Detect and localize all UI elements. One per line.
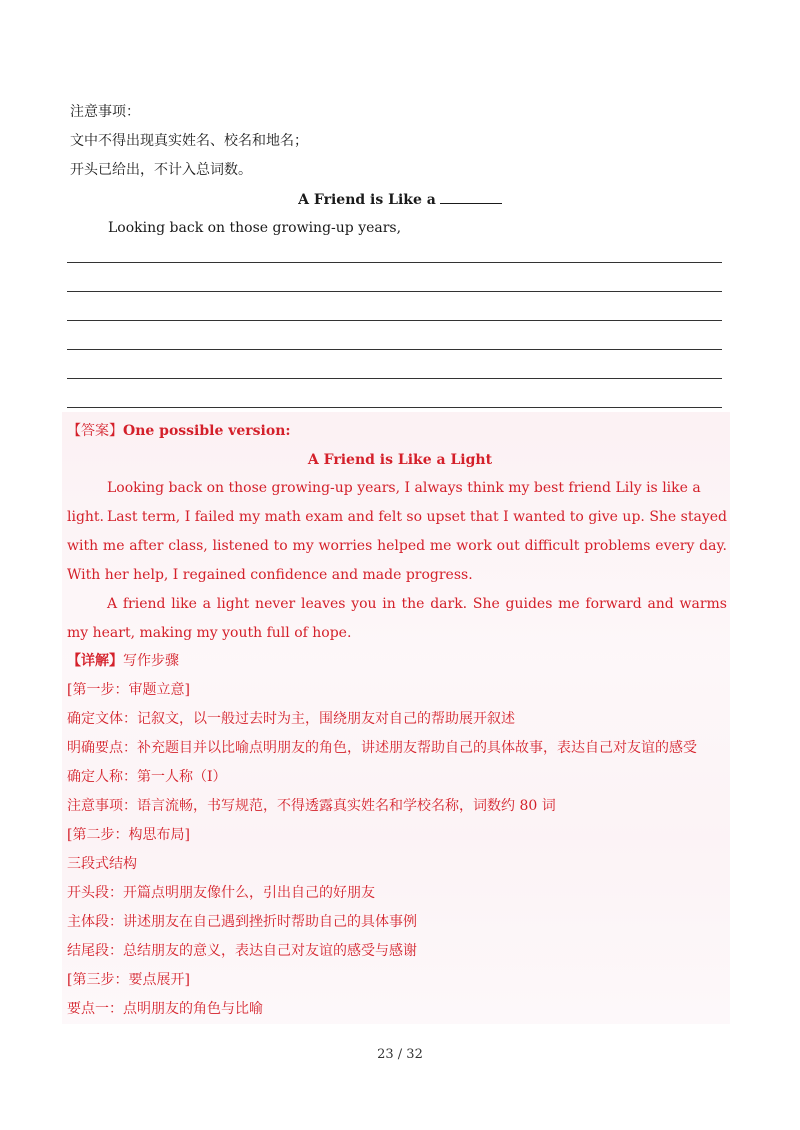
prompt-opening: Looking back on those growing-up years,	[108, 220, 402, 236]
writing-line	[67, 320, 722, 321]
prompt-title	[0, 189, 800, 210]
writing-line	[67, 349, 722, 350]
step-1-notes: 注意事项：语言流畅，书写规范，不得透露真实姓名和学校名称，词数约 80 词	[67, 798, 556, 814]
step-1-genre: 确定文体：记叙文，以一般过去时为主，围绕朋友对自己的帮助展开叙述	[67, 711, 515, 727]
writing-line	[67, 291, 722, 292]
explain-label-text: 写作步骤	[123, 653, 179, 669]
prompt-title-text: A Friend is Like a	[298, 192, 436, 208]
step-2-opening: 开头段：开篇点明朋友像什么，引出自己的好朋友	[67, 885, 375, 901]
answer-label: 【答案】	[67, 423, 123, 439]
writing-line	[67, 262, 722, 263]
step-2-heading: [第二步：构思布局]	[67, 827, 190, 843]
writing-line	[67, 407, 722, 408]
answer-paragraph-2: Last term, I failed my math exam and felt so upset that I wanted to give up. She stayed with me after class, listened to my worries helped me work out difficult problems every day. With her help, I regained confidence and made progress.	[67, 509, 727, 583]
notes-item-1: 文中不得出现真实姓名、校名和地名；	[70, 133, 308, 149]
step-3-point-1: 要点一：点明朋友的角色与比喻	[67, 1001, 263, 1017]
answer-label-text: One possible version:	[123, 423, 291, 439]
writing-line	[67, 378, 722, 379]
notes-item-2: 开头已给出，不计入总词数。	[70, 162, 252, 178]
answer-paragraph-1: Looking back on those growing-up years, I always think my best friend Lily is like a light.	[67, 480, 701, 525]
answer-label-line	[67, 421, 291, 441]
step-2-ending: 结尾段：总结朋友的意义，表达自己对友谊的感受与感谢	[67, 943, 417, 959]
answer-title: A Friend is Like a Light	[307, 452, 493, 468]
notes-heading: 注意事项：	[70, 104, 140, 120]
step-2-structure: 三段式结构	[67, 856, 137, 872]
step-2-body: 主体段：讲述朋友在自己遇到挫折时帮助自己的具体事例	[67, 914, 417, 930]
explain-label: 【详解】	[67, 653, 123, 669]
explain-label-line	[67, 651, 179, 671]
step-1-heading: [第一步：审题立意]	[67, 682, 190, 698]
step-1-points: 明确要点：补充题目并以比喻点明朋友的角色，讲述朋友帮助自己的具体故事，表达自己对友谊的感受	[67, 740, 697, 756]
step-3-heading: [第三步：要点展开]	[67, 972, 190, 988]
page-number: 23 / 32	[377, 1047, 423, 1062]
title-blank	[440, 189, 502, 204]
answer-paragraph-3: A friend like a light never leaves you in the dark. She guides me forward and warms my heart, making my youth full of hope.	[67, 596, 727, 641]
step-1-person: 确定人称：第一人称（I）	[67, 769, 227, 785]
